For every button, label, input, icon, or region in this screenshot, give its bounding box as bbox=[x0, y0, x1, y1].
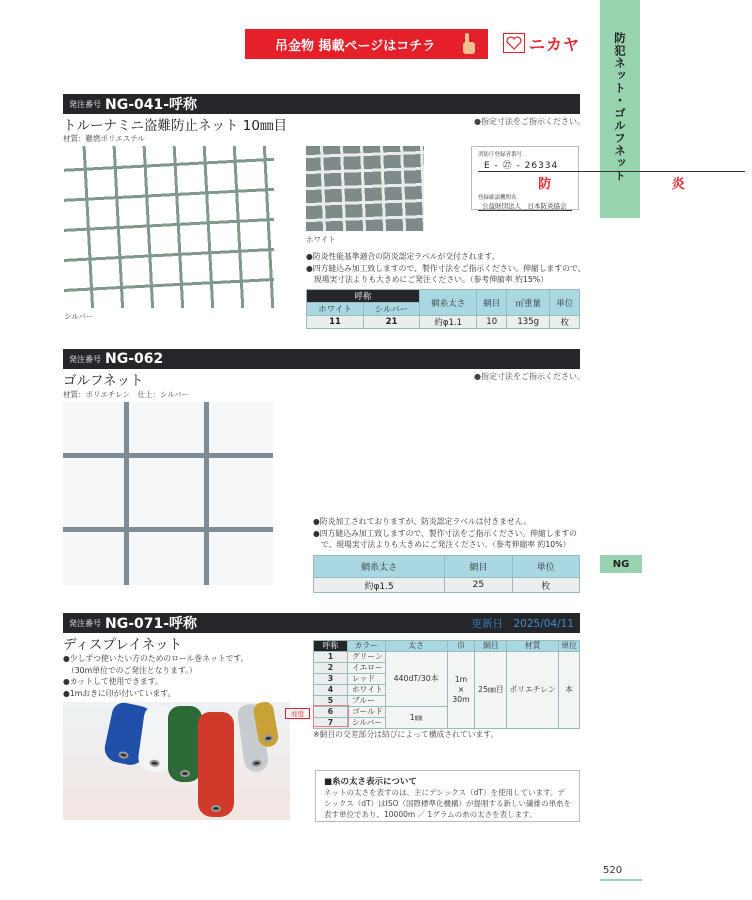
image-caption-silver: シルバー bbox=[64, 312, 94, 321]
white-net-image bbox=[306, 146, 424, 231]
info-body: ネットの太さを表すのは、主にデシックス（dT）を使用しています。デシックス（dT）はISO（国際標準化機構）が提唱する新しい繊維の単糸を表す単位であり、10000m ／ 1グラムの糸の太さを表します。 bbox=[324, 788, 571, 819]
width-line: × bbox=[457, 685, 465, 694]
table-subheader: シルバー bbox=[363, 303, 419, 316]
order-number-label: 発注番号 bbox=[69, 99, 101, 109]
bullet-item: ●四方縫込み加工致しますので、製作寸法をご指示ください。伸縮しますので、 bbox=[306, 263, 586, 273]
table-note: ※網目の交差部分は結びによって構成されています。 bbox=[313, 730, 499, 739]
table-cell: 3 bbox=[314, 674, 348, 685]
table-cell: グリーン bbox=[347, 652, 385, 663]
label-registration-number: E - ㉗ - 26334 bbox=[478, 158, 745, 172]
table-cell: 21 bbox=[363, 316, 419, 329]
bullet-item: ●少しずつ使いたい方のためのロール巻ネットです。 bbox=[63, 654, 249, 663]
bullet-item: ●防炎性能基準適合の防炎認定ラベルが交付されます。 bbox=[306, 252, 500, 261]
table-cell: 7 bbox=[314, 718, 348, 729]
spec-table-ng-041 bbox=[306, 289, 580, 329]
updated-date: 更新日 2025/04/11 bbox=[471, 617, 574, 630]
table-header: カラー bbox=[347, 641, 385, 652]
bullet-item: 現場実寸法よりも大きめにご発注ください。（参考伸縮率 約15%） bbox=[306, 275, 549, 284]
table-cell: 約φ1.5 bbox=[314, 578, 445, 593]
heart-icon bbox=[503, 33, 525, 53]
index-tab-ng[interactable] bbox=[600, 555, 642, 573]
label-kanji: 炎 bbox=[671, 177, 685, 192]
order-number-label: 発注番号 bbox=[69, 354, 101, 364]
table-header: 太さ bbox=[385, 641, 447, 652]
table-header: 材質 bbox=[507, 641, 559, 652]
table-cell: ブルー bbox=[347, 696, 385, 707]
logo-text: ニカヤ bbox=[529, 34, 581, 54]
feature-bullets bbox=[63, 653, 303, 699]
display-net-rolls-image bbox=[63, 702, 290, 820]
order-number-label: 発注番号 bbox=[69, 618, 101, 628]
material-text: 材質：難燃ポリエステル bbox=[63, 134, 145, 143]
section-header-ng-062 bbox=[63, 349, 580, 369]
table-cell: 10 bbox=[477, 316, 507, 329]
info-heading: ■糸の太さ表示について bbox=[324, 777, 417, 787]
product-title: トルーナミニ盗難防止ネット 10㎜目 bbox=[63, 118, 287, 134]
product-code: NG-071-呼称 bbox=[105, 616, 198, 632]
fire-retardant-label-image bbox=[471, 146, 685, 210]
feature-bullets bbox=[306, 251, 586, 286]
table-cell: 枚 bbox=[550, 316, 580, 329]
bullet-item: （30m単位でのご発注となります。） bbox=[63, 665, 197, 675]
table-cell: ホワイト bbox=[347, 685, 385, 696]
bullet-item: で、現場実寸法よりも大きめにご発注ください。（参考伸縮率 約10%） bbox=[313, 540, 571, 549]
table-cell: 1㎜ bbox=[385, 707, 447, 729]
table-cell: イエロー bbox=[347, 663, 385, 674]
table-cell: 440dT/30本 bbox=[385, 652, 447, 707]
table-header: 単位 bbox=[512, 556, 579, 578]
table-header: ㎡重量 bbox=[506, 290, 549, 316]
image-caption-white: ホワイト bbox=[306, 235, 336, 244]
table-header: 呼称 bbox=[307, 290, 420, 303]
company-logo[interactable] bbox=[503, 31, 580, 55]
spec-table-ng-071 bbox=[313, 640, 580, 729]
table-cell: 5 bbox=[314, 696, 348, 707]
material-text: 材質：ポリエチレン 仕上：シルバー bbox=[63, 390, 190, 399]
size-note: ●指定寸法をご指示ください。 bbox=[474, 117, 585, 126]
table-cell-width bbox=[447, 652, 475, 729]
product-code: NG-041-呼称 bbox=[105, 97, 198, 113]
discontinued-badge: 廃盤 bbox=[285, 708, 310, 719]
table-header: 網目 bbox=[477, 290, 507, 316]
feature-bullets bbox=[313, 516, 588, 551]
label-line: 登録確認機関名 bbox=[478, 195, 517, 201]
bullet-item: ●カットして使用できます。 bbox=[63, 677, 163, 686]
table-row bbox=[314, 578, 580, 593]
table-cell: 約φ1.1 bbox=[420, 316, 477, 329]
product-title: ディスプレイネット bbox=[63, 637, 183, 653]
discontinued-highlight bbox=[313, 705, 349, 727]
silver-net-image bbox=[64, 146, 274, 308]
bullet-item: ●1mおきに印が付いています。 bbox=[63, 688, 176, 698]
table-cell: 4 bbox=[314, 685, 348, 696]
table-subheader: ホワイト bbox=[307, 303, 364, 316]
bullet-item: ●防炎加工されておりますが、防炎認定ラベルは付きません。 bbox=[313, 517, 531, 526]
table-header: 網糸太さ bbox=[420, 290, 477, 316]
label-kanji: 防 bbox=[538, 177, 552, 192]
size-note: ●指定寸法をご指示ください。 bbox=[474, 372, 585, 381]
page-number-underline bbox=[600, 879, 642, 881]
label-organization: 公益財団法人 日本防炎協会 bbox=[478, 201, 572, 211]
table-cell: 25 bbox=[445, 578, 512, 593]
table-row bbox=[307, 316, 580, 329]
table-cell: ゴールド bbox=[347, 707, 385, 718]
page-number: 520 bbox=[603, 865, 623, 876]
index-tab-label: NG bbox=[612, 558, 630, 570]
table-header: 呼称 bbox=[314, 641, 348, 652]
table-header: 巾 bbox=[447, 641, 475, 652]
table-cell: 枚 bbox=[512, 578, 579, 593]
hanging-hardware-link-banner[interactable] bbox=[245, 29, 488, 59]
table-cell: 11 bbox=[307, 316, 364, 329]
table-cell: 135g bbox=[506, 316, 549, 329]
section-header-ng-041 bbox=[63, 94, 580, 114]
table-header: 網目 bbox=[445, 556, 512, 578]
table-header: 網糸太さ bbox=[314, 556, 445, 578]
golf-net-image bbox=[63, 402, 273, 585]
spec-table-ng-062 bbox=[313, 555, 580, 593]
table-cell: 本 bbox=[559, 652, 580, 729]
table-cell: 2 bbox=[314, 663, 348, 674]
table-cell: 25㎜目 bbox=[475, 652, 507, 729]
table-header: 網目 bbox=[475, 641, 507, 652]
table-cell: ポリエチレン bbox=[507, 652, 559, 729]
banner-label: 吊金物 掲載ページはコチラ bbox=[275, 38, 436, 54]
category-label: 防犯ネット・ゴルフネット bbox=[613, 32, 627, 182]
product-title: ゴルフネット bbox=[63, 373, 144, 389]
thread-thickness-info-box bbox=[315, 770, 580, 822]
table-cell: 6 bbox=[314, 707, 348, 718]
table-cell: シルバー bbox=[347, 718, 385, 729]
table-header: 単位 bbox=[559, 641, 580, 652]
table-row bbox=[314, 652, 580, 663]
label-line: 消防庁登録者番号 bbox=[478, 152, 523, 158]
bullet-item: ●四方縫込み加工致しますので、製作寸法をご指示ください。伸縮しますの bbox=[313, 528, 577, 538]
width-line: 1m bbox=[454, 675, 468, 684]
section-header-ng-071 bbox=[63, 613, 580, 633]
table-cell: 1 bbox=[314, 652, 348, 663]
width-line: 30m bbox=[452, 695, 470, 704]
table-header: 単位 bbox=[550, 290, 580, 316]
table-cell: レッド bbox=[347, 674, 385, 685]
pointing-hand-icon bbox=[460, 32, 476, 56]
product-code: NG-062 bbox=[105, 351, 164, 367]
